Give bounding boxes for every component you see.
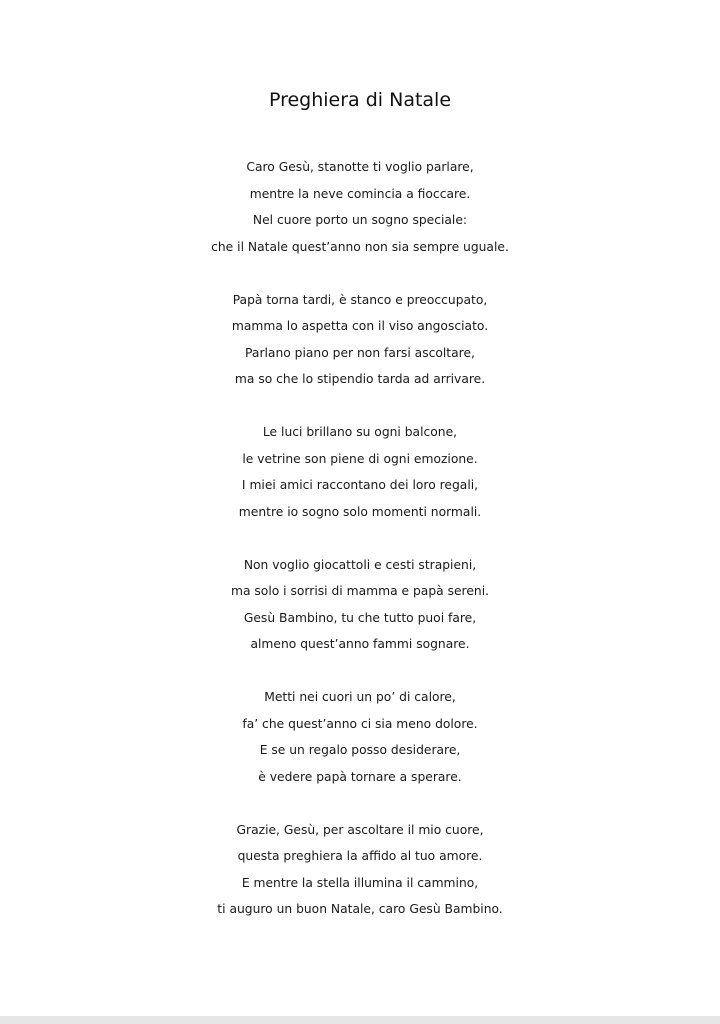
poem-line: I miei amici raccontano dei loro regali, (241, 478, 479, 492)
poem-line: Le luci brillano su ogni balcone, (262, 425, 458, 439)
poem-line: è vedere papà tornare a sperare. (258, 769, 462, 784)
poem-line: E mentre la stella illumina il cammino, (241, 875, 479, 890)
poem-line: Grazie, Gesù, per ascoltare il mio cuore, (236, 822, 484, 837)
stanza (0, 419, 720, 525)
stanza (0, 684, 720, 790)
poem-line: Papà torna tardi, è stanco e preoccupato, (232, 292, 488, 307)
poem-line: Gesù Bambino, tu che tutto puoi fare, (243, 610, 477, 625)
stanza (0, 287, 720, 393)
poem-line: Parlano piano per non farsi ascoltare, (245, 345, 475, 360)
poem-line: mamma lo aspetta con il viso angosciato. (231, 319, 489, 333)
stanza (0, 552, 720, 658)
stanza (0, 154, 720, 260)
poem (0, 154, 720, 949)
poem-line: E se un regalo posso desiderare, (259, 743, 461, 757)
poem-line: ma so che lo stipendio tarda ad arrivare. (234, 372, 486, 386)
poem-line: ti auguro un buon Natale, caro Gesù Bambino. (217, 902, 503, 916)
poem-line: Metti nei cuori un po’ di calore, (264, 690, 456, 704)
poem-line: mentre la neve comincia a fioccare. (249, 186, 471, 201)
poem-line: ma solo i sorrisi di mamma e papà sereni. (230, 584, 490, 598)
page-title: Preghiera di Natale (268, 89, 452, 111)
poem-line: Caro Gesù, stanotte ti voglio parlare, (246, 160, 474, 174)
poem-line: almeno quest’anno fammi sognare. (250, 637, 470, 651)
poem-line: Nel cuore porto un sogno speciale: (252, 213, 468, 227)
poem-line: che il Natale quest’anno non sia sempre uguale. (211, 239, 509, 254)
poem-line: mentre io sogno solo momenti normali. (238, 504, 482, 519)
poem-line: Non voglio giocattoli e cesti strapieni, (243, 557, 477, 572)
stanza (0, 817, 720, 923)
poem-line: questa preghiera la affido al tuo amore. (237, 849, 483, 863)
poem-line: fa’ che quest’anno ci sia meno dolore. (242, 716, 478, 731)
poem-line: le vetrine son piene di ogni emozione. (242, 451, 478, 466)
